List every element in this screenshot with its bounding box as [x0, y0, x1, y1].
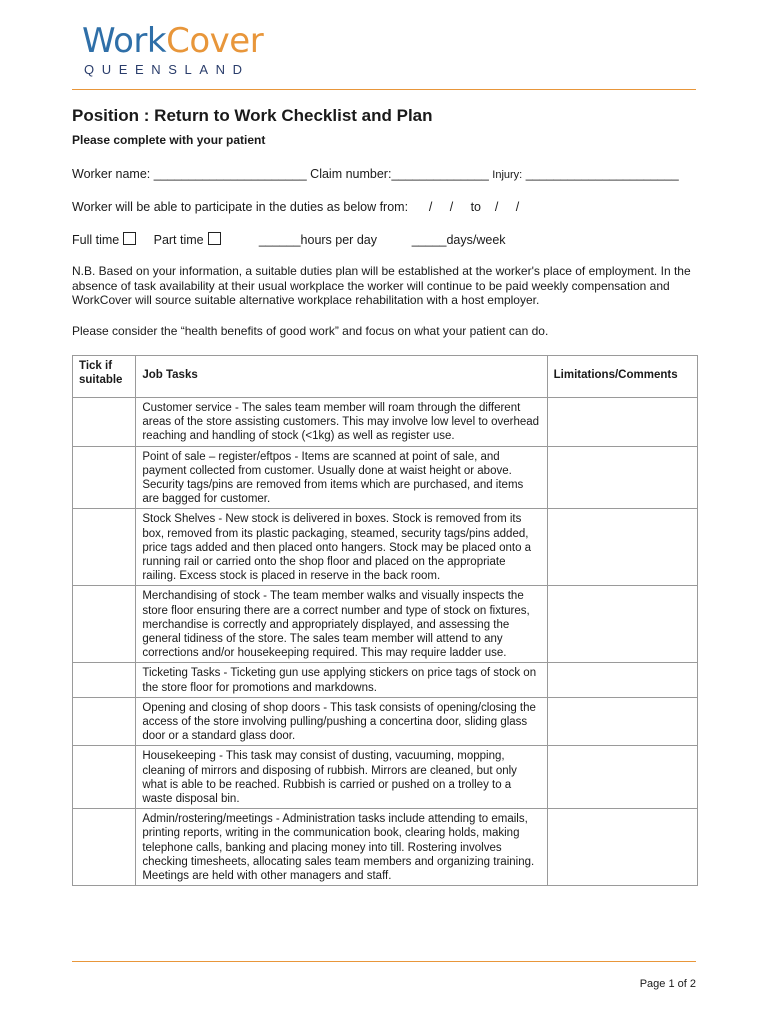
footer-divider: [72, 961, 696, 962]
table-row: [73, 809, 698, 886]
consider-paragraph: Please consider the “health benefits of good work” and focus on what your patient can do.: [72, 324, 549, 338]
document-subtitle: Please complete with your patient: [72, 133, 266, 147]
tick-cell[interactable]: [73, 446, 136, 509]
job-task-cell: Housekeeping - This task may consist of dusting, vacuuming, mopping, cleaning of mirrors and disposing of rubbish. Mirrors are cleaned, but only what is able to be reached. Rubbish is carried or pushed on a trolley to a waste disposal bin.: [136, 746, 547, 809]
table-row: [73, 663, 698, 697]
full-time-checkbox[interactable]: [123, 232, 136, 245]
table-row: [73, 398, 698, 447]
tick-cell[interactable]: [73, 697, 136, 746]
job-task-cell: Ticketing Tasks - Ticketing gun use applying stickers on price tags of stock on the store floor for promotions and markdowns.: [136, 663, 547, 697]
logo-wordmark: WorkCover: [82, 21, 264, 61]
tick-cell[interactable]: [73, 398, 136, 447]
to-date-field[interactable]: / /: [494, 200, 520, 214]
duties-date-line: [72, 200, 519, 214]
injury-label: Injury:: [492, 169, 523, 181]
job-tasks-table: [72, 355, 698, 886]
comments-cell[interactable]: [547, 809, 697, 886]
limitations-header: Limitations/Comments: [547, 356, 697, 398]
job-tasks-header: Job Tasks: [136, 356, 547, 398]
nb-paragraph: N.B. Based on your information, a suitable duties plan will be established at the worker's place of employment. In the absence of task availability at their usual workplace the worker will continue to be paid weekly compensation and WorkCover will source suitable alternative workplace rehabilitation with a host employer.: [72, 264, 691, 307]
table-header-row: [73, 356, 698, 398]
comments-cell[interactable]: [547, 446, 697, 509]
full-time-label: Full time: [72, 233, 120, 247]
job-task-cell: Opening and closing of shop doors - This task consists of opening/closing the access of the store involving pulling/pushing a concertina door, sliding glass door or a standard glass door.: [136, 697, 547, 746]
hours-per-day-field[interactable]: ______hours per day: [258, 233, 377, 247]
tick-cell[interactable]: [73, 663, 136, 697]
worker-details-line: [72, 167, 679, 181]
comments-cell[interactable]: [547, 398, 697, 447]
table-row: [73, 586, 698, 663]
to-label: to: [470, 200, 482, 214]
document-title: Position : Return to Work Checklist and Plan: [72, 106, 433, 125]
part-time-label: Part time: [153, 233, 204, 247]
tick-cell[interactable]: [73, 509, 136, 586]
job-task-cell: Customer service - The sales team member will roam through the different areas of the store assisting customers. This may involve low level to overhead reaching and handling of stock (<1kg) as well as register use.: [136, 398, 547, 447]
table-row: [73, 509, 698, 586]
workcover-logo: [82, 21, 264, 77]
job-task-cell: Point of sale – register/eftpos - Items are scanned at point of sale, and payment collected from customer. Usually done at waist height or above. Security tags/pins are removed from items which are purchased, and items are bagged for customer.: [136, 446, 547, 509]
work-hours-line: [72, 232, 506, 247]
comments-cell[interactable]: [547, 663, 697, 697]
table-row: [73, 697, 698, 746]
tick-cell[interactable]: [73, 586, 136, 663]
comments-cell[interactable]: [547, 746, 697, 809]
injury-field[interactable]: ______________________: [525, 167, 679, 181]
days-per-week-field[interactable]: _____days/week: [411, 233, 506, 247]
job-task-cell: Stock Shelves - New stock is delivered in boxes. Stock is removed from its box, removed from its plastic packaging, steamed, security tags/pins added, price tags added and then placed onto hangers. Stock may be placed onto a running rail or carried onto the shop floor and placed on the appropriate railing. Excess stock is placed in reserve in the back room.: [136, 509, 547, 586]
table-row: [73, 446, 698, 509]
part-time-checkbox[interactable]: [208, 232, 221, 245]
header-divider: [72, 89, 696, 90]
tick-header: Tick if suitable: [73, 356, 136, 398]
page-number: Page 1 of 2: [639, 978, 696, 990]
worker-name-field[interactable]: Worker name: ______________________: [72, 167, 307, 181]
comments-cell[interactable]: [547, 509, 697, 586]
comments-cell[interactable]: [547, 586, 697, 663]
tick-cell[interactable]: [73, 809, 136, 886]
job-task-cell: Merchandising of stock - The team member walks and visually inspects the store floor ensuring there are a correct number and type of stock on fixtures, merchandise is correctly and appropriately displayed, and assessing the general tidiness of the store. The sales team member will attend to any corrections and/or housekeeping required. This may require ladder use.: [136, 586, 547, 663]
logo-subtitle: QUEENSLAND: [84, 62, 250, 77]
claim-number-field[interactable]: Claim number:______________: [310, 167, 489, 181]
tick-cell[interactable]: [73, 746, 136, 809]
table-row: [73, 746, 698, 809]
job-task-cell: Admin/rostering/meetings - Administration tasks include attending to emails, printing reports, writing in the communication book, clearing holds, making telephone calls, banking and placing money into till. Rostering involves checking timesheets, allocating sales team members and organizing training. Meetings are held with other managers and staff.: [136, 809, 547, 886]
comments-cell[interactable]: [547, 697, 697, 746]
duties-from-label: Worker will be able to participate in the duties as below from:: [72, 200, 409, 214]
from-date-field[interactable]: / /: [428, 200, 454, 214]
